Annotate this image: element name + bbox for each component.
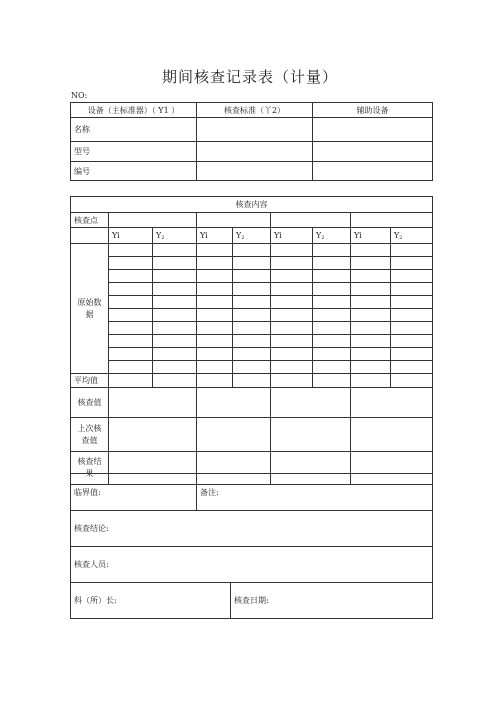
y2-header: $Y_2$ [313,228,351,244]
last-check-value-label: 上次核查值 [71,418,109,452]
data-cell[interactable] [351,322,391,335]
check-value-cell[interactable] [271,388,351,418]
data-cell[interactable] [109,348,153,361]
data-cell[interactable] [197,283,233,296]
data-cell[interactable] [351,348,391,361]
data-cell[interactable] [197,309,233,322]
raw-data-label: 原始数据 [71,244,109,374]
data-cell[interactable] [271,322,313,335]
data-cell[interactable] [233,257,271,270]
cell-input[interactable] [313,118,433,142]
data-cell[interactable] [197,361,233,374]
check-point-cell[interactable] [109,213,197,228]
data-cell[interactable] [271,296,313,309]
section-check-content: 核查内容 [71,197,433,213]
data-cell[interactable] [313,322,351,335]
data-cell[interactable] [351,361,391,374]
data-cell[interactable] [351,309,391,322]
data-cell[interactable] [391,361,433,374]
data-cell[interactable] [391,348,433,361]
data-cell[interactable] [313,270,351,283]
remark-label[interactable]: 备注: [197,474,433,511]
average-label: 平均值 [71,374,109,388]
average-cell[interactable] [271,374,313,388]
data-cell[interactable] [197,335,233,348]
y2-header: $Y_2$ [233,228,271,244]
section-chief-label[interactable]: 科（所）长: [71,583,231,619]
data-cell[interactable] [271,361,313,374]
data-cell[interactable] [197,244,233,257]
data-cell[interactable] [391,309,433,322]
data-cell[interactable] [109,335,153,348]
data-cell[interactable] [233,283,271,296]
y1-header: Yi [197,228,233,244]
inspector-label[interactable]: 核查人员: [71,547,433,583]
data-cell[interactable] [109,309,153,322]
cell-input[interactable] [197,142,313,162]
y1-header: Yi [109,228,153,244]
row-label-model: 型号 [71,142,197,162]
data-cell[interactable] [233,270,271,283]
data-cell[interactable] [271,348,313,361]
data-cell[interactable] [391,335,433,348]
data-cell[interactable] [233,348,271,361]
data-cell[interactable] [351,335,391,348]
check-point-label: 核查点 [71,213,109,228]
data-cell[interactable] [391,270,433,283]
last-check-cell[interactable] [197,418,271,452]
data-cell[interactable] [109,283,153,296]
data-cell[interactable] [313,244,351,257]
data-cell[interactable] [271,257,313,270]
data-cell[interactable] [391,322,433,335]
data-cell[interactable] [109,361,153,374]
data-cell[interactable] [197,348,233,361]
average-cell[interactable] [153,374,197,388]
data-cell[interactable] [109,296,153,309]
data-cell[interactable] [153,348,197,361]
data-cell[interactable] [313,309,351,322]
data-cell[interactable] [233,335,271,348]
form-number-label: NO: [71,91,88,100]
data-cell[interactable] [391,283,433,296]
data-cell[interactable] [391,296,433,309]
cell-input[interactable] [313,162,433,181]
header-aux-equipment: 辅助设备 [313,103,433,118]
data-cell[interactable] [109,257,153,270]
data-cell[interactable] [271,309,313,322]
data-cell[interactable] [271,244,313,257]
data-cell[interactable] [153,335,197,348]
cell-input[interactable] [197,162,313,181]
data-cell[interactable] [351,283,391,296]
data-cell[interactable] [313,283,351,296]
data-cell[interactable] [197,270,233,283]
last-check-cell[interactable] [271,418,351,452]
check-value-cell[interactable] [351,388,433,418]
equipment-info-table [70,102,433,181]
conclusion-label[interactable]: 核查结论: [71,511,433,547]
data-cell[interactable] [351,257,391,270]
data-cell[interactable] [197,322,233,335]
data-cell[interactable] [233,322,271,335]
check-point-cell[interactable] [351,213,433,228]
conclusion-table [70,473,433,619]
check-point-cell[interactable] [197,213,271,228]
data-cell[interactable] [313,257,351,270]
data-cell[interactable] [109,244,153,257]
y1-header: Yi [351,228,391,244]
data-cell[interactable] [351,244,391,257]
data-cell[interactable] [351,296,391,309]
data-cell[interactable] [233,361,271,374]
data-cell[interactable] [109,270,153,283]
data-cell[interactable] [233,296,271,309]
row-label-serial: 编号 [71,162,197,181]
data-cell[interactable] [153,322,197,335]
data-cell[interactable] [271,335,313,348]
average-cell[interactable] [233,374,271,388]
cell-input[interactable] [313,142,433,162]
header-check-standard: 核查标准（丫2） [197,103,313,118]
cell-input[interactable] [197,118,313,142]
average-cell[interactable] [109,374,153,388]
last-check-cell[interactable] [109,418,197,452]
data-cell[interactable] [153,296,197,309]
check-result-label: 核查结果 [71,452,109,485]
check-date-label[interactable]: 核查日期: [231,583,433,619]
data-cell[interactable] [153,283,197,296]
form-title: 期间核查记录表（计量） [161,68,338,86]
row-label-name: 名称 [71,118,197,142]
data-cell[interactable] [197,257,233,270]
data-cell[interactable] [391,244,433,257]
data-cell[interactable] [313,335,351,348]
data-cell[interactable] [153,361,197,374]
y2-header: $Y_2$ [153,228,197,244]
last-check-cell[interactable] [351,418,433,452]
data-cell[interactable] [313,348,351,361]
average-cell[interactable] [391,374,433,388]
data-cell[interactable] [109,322,153,335]
data-cell[interactable] [153,309,197,322]
average-cell[interactable] [351,374,391,388]
data-cell[interactable] [313,296,351,309]
check-value-cell[interactable] [109,388,197,418]
y1-header: Yi [271,228,313,244]
data-cell[interactable] [313,361,351,374]
blank-cell [71,228,109,244]
check-point-cell[interactable] [271,213,351,228]
data-cell[interactable] [153,244,197,257]
data-cell[interactable] [153,257,197,270]
y2-header: $Y_2$ [391,228,433,244]
critical-value-label[interactable]: 临界值: [71,474,197,511]
data-cell[interactable] [153,270,197,283]
data-cell[interactable] [233,244,271,257]
check-value-cell[interactable] [197,388,271,418]
data-cell[interactable] [351,270,391,283]
data-cell[interactable] [391,257,433,270]
check-content-table [70,196,433,485]
check-value-label: 核查值 [71,388,109,418]
data-cell[interactable] [271,283,313,296]
header-main-equipment: 设备（主标准器）（ Y1 ） [71,103,197,118]
data-cell[interactable] [233,309,271,322]
data-cell[interactable] [197,296,233,309]
data-cell[interactable] [271,270,313,283]
average-cell[interactable] [197,374,233,388]
average-cell[interactable] [313,374,351,388]
